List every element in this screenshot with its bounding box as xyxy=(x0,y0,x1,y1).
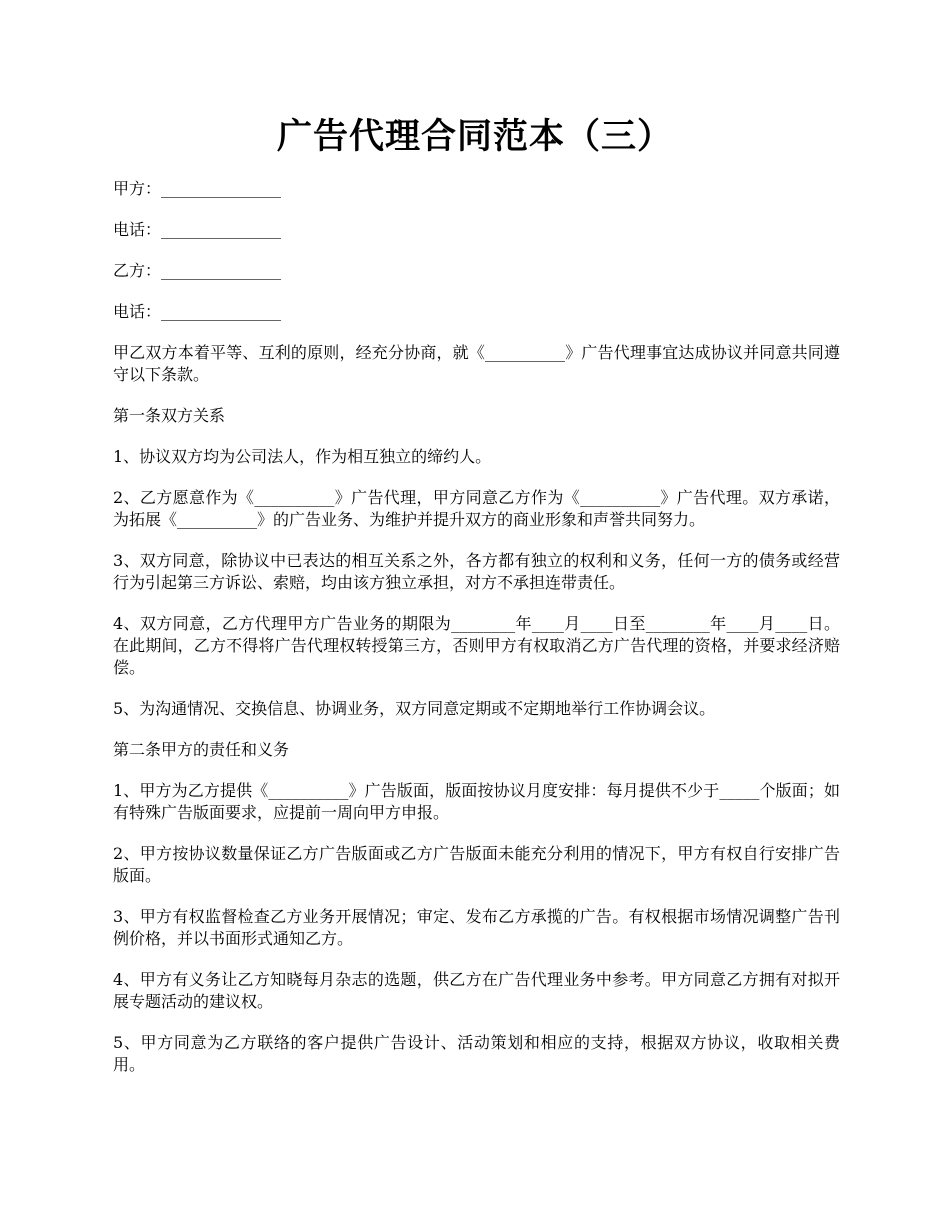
article-2-clause-1: 1、甲方为乙方提供《__________》广告版面，版面按协议月度安排：每月提供不少于_____个版面；如有特殊广告版面要求，应提前一周向甲方申报。 xyxy=(113,781,840,822)
article-1-clause-2: 2、乙方愿意作为《__________》广告代理，甲方同意乙方作为《__________》广告代理。双方承诺，为拓展《__________》的广告业务、为维护并提升双方的商业形象和声誉共同努力。 xyxy=(113,488,840,529)
article-2-clause-2: 2、甲方按协议数量保证乙方广告版面或乙方广告版面未能充分利用的情况下，甲方有权自行安排广告版面。 xyxy=(113,844,840,885)
article-2-clause-3: 3、甲方有权监督检查乙方业务开展情况；审定、发布乙方承揽的广告。有权根据市场情况调整广告刊例价格，并以书面形式通知乙方。 xyxy=(113,907,840,948)
document-title: 广告代理合同范本（三） xyxy=(276,116,673,157)
party-a-phone-line: 电话：_______________ xyxy=(113,220,282,239)
party-b-phone-line: 电话：_______________ xyxy=(113,302,282,321)
article-2-heading: 第二条甲方的责任和义务 xyxy=(113,740,290,759)
article-1-clause-4: 4、双方同意，乙方代理甲方广告业务的期限为________年____月____日至________年____月____日。在此期间，乙方不得将广告代理权转授第三方，否则甲方有权取消乙方广告代理的资格，并要求经济赔偿。 xyxy=(113,614,840,677)
article-1-clause-3: 3、双方同意，除协议中已表达的相互关系之外，各方都有独立的权利和义务，任何一方的债务或经营行为引起第三方诉讼、索赔，均由该方独立承担，对方不承担连带责任。 xyxy=(113,551,840,592)
party-a-line: 甲方：_______________ xyxy=(113,179,282,198)
article-1-clause-5: 5、为沟通情况、交换信息、协调业务，双方同意定期或不定期地举行工作协调会议。 xyxy=(113,699,716,718)
article-1-clause-1: 1、协议双方均为公司法人，作为相互独立的缔约人。 xyxy=(113,447,492,466)
intro-paragraph: 甲乙双方本着平等、互利的原则，经充分协商，就《__________》广告代理事宜达成协议并同意共同遵守以下条款。 xyxy=(113,343,840,384)
article-2-clause-5: 5、甲方同意为乙方联络的客户提供广告设计、活动策划和相应的支持，根据双方协议，收取相关费用。 xyxy=(113,1033,840,1074)
article-2-clause-4: 4、甲方有义务让乙方知晓每月杂志的选题，供乙方在广告代理业务中参考。甲方同意乙方拥有对拟开展专题活动的建议权。 xyxy=(113,970,840,1011)
document-body xyxy=(113,178,840,1095)
article-1-heading: 第一条双方关系 xyxy=(113,406,226,425)
party-b-line: 乙方：_______________ xyxy=(113,261,282,280)
